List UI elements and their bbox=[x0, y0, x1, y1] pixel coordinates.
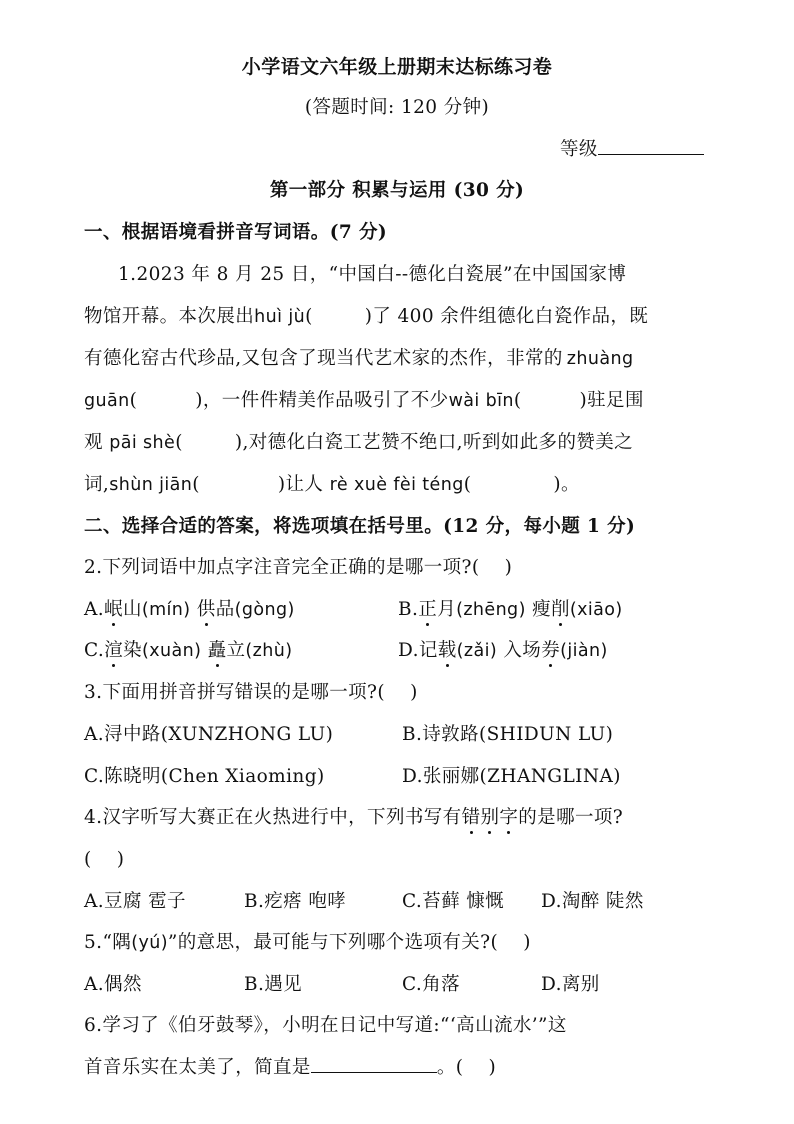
option-label: C. bbox=[84, 640, 105, 661]
q4-text: 4.汉字听写大赛正在火热进行中，下列书写有 bbox=[84, 807, 462, 828]
dotted-char: 券 bbox=[541, 636, 560, 662]
q1-text: 驻足围 bbox=[587, 390, 644, 411]
part1-title: 第一部分 积累与运用 (30 分) bbox=[269, 180, 525, 201]
dotted-char: 别 bbox=[480, 803, 499, 829]
q5-option-c[interactable]: C.角落 bbox=[402, 974, 460, 995]
option-text: 瘦 bbox=[532, 599, 551, 620]
dotted-char: 岷 bbox=[104, 595, 123, 621]
option-pinyin: (zhēng) bbox=[456, 600, 526, 620]
pinyin-guan: guān bbox=[84, 391, 130, 411]
option-text: 染 bbox=[123, 640, 142, 661]
q1-text: 观 bbox=[84, 432, 103, 453]
option-pinyin: (gòng) bbox=[234, 600, 295, 620]
q1-line4: guān( )，一件件精美作品吸引了不少wài bīn( )驻足围 bbox=[84, 390, 644, 411]
q4-option-a[interactable]: A.豆腐 雹子 bbox=[84, 891, 186, 912]
q2-option-d[interactable] bbox=[398, 636, 608, 662]
q4-text: 的是哪一项? bbox=[518, 807, 624, 828]
option-pinyin: (xuàn) bbox=[142, 641, 202, 661]
option-label: A. bbox=[84, 599, 105, 620]
option-pinyin: (zhù) bbox=[245, 641, 293, 661]
q5-text: 5.“隅 bbox=[84, 932, 132, 953]
pinyin-rexue: rè xuè fèi téng bbox=[329, 475, 464, 495]
time-note: (答题时间: 120 分钟) bbox=[304, 97, 490, 118]
q1-line3 bbox=[84, 344, 714, 370]
q3-option-b[interactable]: B.诗敦路(SHIDUN LU) bbox=[402, 724, 614, 745]
q2-option-c[interactable] bbox=[84, 636, 292, 662]
section1-title: 一、根据语境看拼音写词语。(7 分) bbox=[84, 222, 388, 243]
q3-option-c[interactable]: C.陈晓明(Chen Xiaoming) bbox=[84, 766, 325, 787]
option-text: 品 bbox=[215, 599, 235, 620]
dotted-char: 正 bbox=[418, 595, 437, 621]
dotted-char: 渲 bbox=[104, 636, 123, 662]
q6-text: 首音乐实在太美了，简直是 bbox=[84, 1057, 311, 1078]
grade-blank[interactable] bbox=[598, 137, 704, 155]
option-pinyin: (jiàn) bbox=[560, 641, 608, 661]
q2-stem: 2.下列词语中加点字注音完全正确的是哪一项?( ) bbox=[84, 557, 513, 578]
q1-text: 物馆开幕。本次展出 bbox=[84, 306, 255, 327]
q5-pinyin: (yú) bbox=[131, 933, 168, 953]
q1-line2: 物馆开幕。本次展出huì jù( )了 400 余件组德化白瓷作品，既 bbox=[84, 306, 649, 327]
q5-text: ”的意思，最可能与下列哪个选项有关?( ) bbox=[167, 932, 531, 953]
q1-text: 让人 bbox=[285, 474, 324, 495]
q5-option-a[interactable]: A.偶然 bbox=[84, 974, 142, 995]
q1-text: 。 bbox=[560, 474, 580, 495]
dotted-char: 错 bbox=[462, 803, 481, 829]
pinyin-waibin: wài bīn bbox=[448, 391, 514, 411]
pinyin-shunjian: shùn jiān bbox=[109, 475, 193, 495]
option-pinyin: (xiāo) bbox=[569, 600, 623, 620]
dotted-char: 削 bbox=[551, 595, 570, 621]
q6-line2 bbox=[84, 1053, 714, 1079]
q3-option-a[interactable]: A.浔中路(XUNZHONG LU) bbox=[84, 724, 334, 745]
option-text: 山 bbox=[122, 599, 142, 620]
q5-stem bbox=[84, 928, 714, 954]
q4-option-d[interactable]: D.淘醉 陡然 bbox=[541, 891, 644, 912]
option-text: 入场 bbox=[503, 640, 542, 661]
dotted-char: 矗 bbox=[208, 636, 227, 662]
q1-text: 了 400 余件组德化白瓷作品，既 bbox=[372, 306, 649, 327]
option-text: 记 bbox=[418, 640, 438, 661]
q2-option-b[interactable] bbox=[398, 595, 623, 621]
option-pinyin: (zǎi) bbox=[456, 641, 498, 661]
q4-dotted-words bbox=[462, 807, 519, 828]
section2-title: 二、选择合适的答案，将选项填在括号里。(12 分，每小题 1 分) bbox=[84, 516, 636, 537]
dotted-char: 供 bbox=[197, 595, 216, 621]
pinyin-paishe: pāi shè bbox=[109, 433, 176, 453]
grade-field[interactable] bbox=[560, 135, 704, 161]
dotted-char: 字 bbox=[499, 803, 518, 829]
q1-text: ，一件件精美作品吸引了不少 bbox=[202, 390, 449, 411]
option-pinyin: (mín) bbox=[141, 600, 191, 620]
q5-option-d[interactable]: D.离别 bbox=[541, 974, 600, 995]
q3-stem: 3.下面用拼音拼写错误的是哪一项?( ) bbox=[84, 682, 418, 703]
q5-option-b[interactable]: B.遇见 bbox=[244, 974, 303, 995]
q6-answer-blank[interactable] bbox=[311, 1055, 437, 1073]
grade-label: 等级 bbox=[560, 139, 598, 160]
q4-stem bbox=[84, 803, 714, 829]
q4-paren[interactable]: ( ) bbox=[84, 849, 125, 870]
option-label: D. bbox=[398, 640, 419, 661]
pinyin-zhuang: zhuàng bbox=[566, 349, 634, 369]
q1-line5: 观 pāi shè( ),对德化白瓷工艺赞不绝口,听到如此多的赞美之 bbox=[84, 432, 634, 453]
q4-option-b[interactable]: B.疙瘩 咆哮 bbox=[244, 891, 347, 912]
option-label: B. bbox=[398, 599, 419, 620]
option-text: 月 bbox=[437, 599, 457, 620]
page-title: 小学语文六年级上册期末达标练习卷 bbox=[241, 56, 553, 78]
q1-line6: 词,shùn jiān( )让人 rè xuè fèi téng( )。 bbox=[84, 474, 580, 495]
q1-line1: 1.2023 年 8 月 25 日，“中国白--德化白瓷展”在中国国家博 bbox=[118, 264, 627, 285]
q1-text: 有德化窑古代珍品,又包含了现当代艺术家的杰作，非常的 bbox=[84, 348, 563, 369]
q6-text: 。( ) bbox=[436, 1057, 497, 1078]
q4-option-c[interactable]: C.苔藓 慷慨 bbox=[402, 891, 505, 912]
q6-line1: 6.学习了《伯牙鼓琴》，小明在日记中写道:“‘高山流水’”这 bbox=[84, 1015, 567, 1036]
dotted-char bbox=[462, 807, 519, 828]
q1-text: 词, bbox=[84, 474, 110, 495]
q3-option-d[interactable]: D.张丽娜(ZHANGLINA) bbox=[402, 766, 621, 787]
pinyin-huiju: huì jù bbox=[254, 307, 306, 327]
option-text: 立 bbox=[226, 640, 246, 661]
q1-text: ,对德化白瓷工艺赞不绝口,听到如此多的赞美之 bbox=[242, 432, 634, 453]
dotted-char: 载 bbox=[438, 636, 457, 662]
q2-option-a[interactable] bbox=[84, 595, 295, 621]
